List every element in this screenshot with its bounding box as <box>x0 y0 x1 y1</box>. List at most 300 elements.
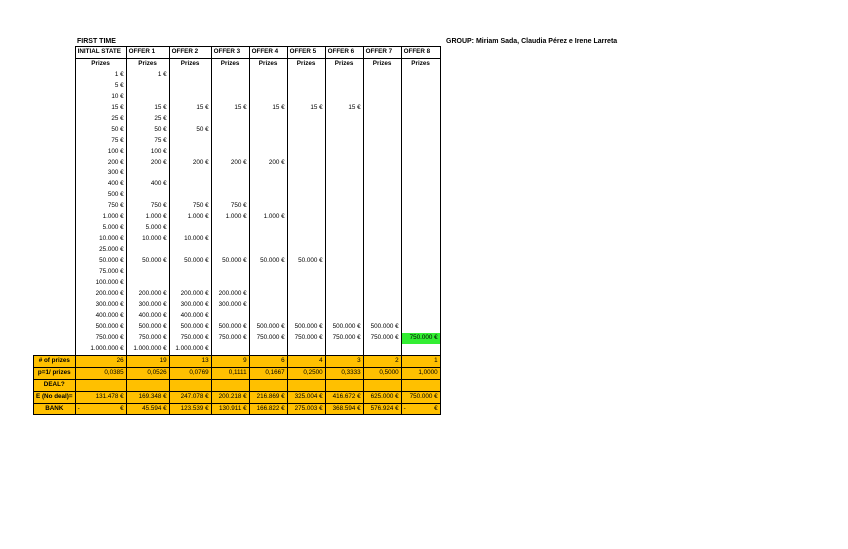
prize-cell[interactable]: 400 € <box>126 179 169 190</box>
prize-cell[interactable] <box>325 179 363 190</box>
prize-cell[interactable] <box>126 278 169 289</box>
prize-cell[interactable] <box>249 223 287 234</box>
prize-cell[interactable] <box>249 168 287 179</box>
prize-cell[interactable]: 15 € <box>249 103 287 114</box>
prize-cell[interactable] <box>363 158 401 169</box>
summary-cell[interactable]: 325.004 € <box>287 391 325 403</box>
prize-cell[interactable] <box>249 92 287 103</box>
prize-cell[interactable] <box>325 147 363 158</box>
prize-cell[interactable] <box>363 114 401 125</box>
prize-cell[interactable]: 200 € <box>249 158 287 169</box>
prize-cell[interactable]: 25.000 € <box>75 245 126 256</box>
prize-cell[interactable]: 1.000.000 € <box>126 344 169 355</box>
prize-cell[interactable] <box>363 234 401 245</box>
summary-cell[interactable] <box>249 379 287 391</box>
prize-cell[interactable] <box>287 158 325 169</box>
prize-cell[interactable] <box>325 289 363 300</box>
prize-cell[interactable] <box>249 234 287 245</box>
prize-cell[interactable]: 15 € <box>126 103 169 114</box>
prize-cell[interactable] <box>287 147 325 158</box>
prize-cell[interactable] <box>249 344 287 355</box>
column-header[interactable]: OFFER 2 <box>169 47 211 59</box>
prize-cell[interactable] <box>401 278 440 289</box>
prize-cell[interactable] <box>401 223 440 234</box>
prize-cell[interactable]: 1.000.000 € <box>169 344 211 355</box>
summary-cell[interactable]: 0,2500 <box>287 367 325 379</box>
prize-cell[interactable] <box>363 256 401 267</box>
prize-cell[interactable] <box>363 201 401 212</box>
prize-cell[interactable] <box>169 267 211 278</box>
summary-cell[interactable]: 45.594 € <box>126 403 169 415</box>
prize-cell[interactable] <box>287 81 325 92</box>
prize-cell[interactable] <box>287 267 325 278</box>
prize-cell[interactable]: 400.000 € <box>75 311 126 322</box>
prize-cell[interactable] <box>126 245 169 256</box>
prize-cell[interactable]: 5.000 € <box>75 223 126 234</box>
prize-cell[interactable] <box>363 289 401 300</box>
summary-cell[interactable] <box>169 379 211 391</box>
prize-cell[interactable] <box>249 300 287 311</box>
subheader-cell: Prizes <box>211 58 249 69</box>
summary-cell[interactable]: 216.869 € <box>249 391 287 403</box>
prize-cell[interactable] <box>287 311 325 322</box>
prize-cell[interactable] <box>363 168 401 179</box>
prize-cell[interactable] <box>287 245 325 256</box>
prize-cell[interactable] <box>287 212 325 223</box>
prize-cell[interactable] <box>401 114 440 125</box>
row-label-empty <box>34 136 76 147</box>
summary-cell[interactable] <box>325 379 363 391</box>
prize-cell[interactable] <box>169 92 211 103</box>
prize-cell[interactable]: 1.000 € <box>75 212 126 223</box>
prize-cell[interactable]: 200.000 € <box>126 289 169 300</box>
prize-cell[interactable] <box>325 168 363 179</box>
prize-cell[interactable] <box>363 278 401 289</box>
prize-cell[interactable]: 100.000 € <box>75 278 126 289</box>
prize-cell[interactable] <box>363 81 401 92</box>
prize-cell[interactable]: 400 € <box>75 179 126 190</box>
prize-cell[interactable]: 50 € <box>126 125 169 136</box>
prize-cell[interactable]: 10.000 € <box>75 234 126 245</box>
summary-cell[interactable]: 131.478 € <box>75 391 126 403</box>
summary-cell[interactable]: 166.822 € <box>249 403 287 415</box>
prize-cell[interactable] <box>211 344 249 355</box>
summary-cell[interactable]: 1 <box>401 355 440 367</box>
prize-cell[interactable] <box>287 168 325 179</box>
prize-cell[interactable] <box>249 278 287 289</box>
prize-cell[interactable] <box>325 234 363 245</box>
summary-cell[interactable]: 1,0000 <box>401 367 440 379</box>
summary-cell[interactable]: 416.672 € <box>325 391 363 403</box>
prize-cell[interactable]: 50.000 € <box>75 256 126 267</box>
summary-cell[interactable]: 576.924 € <box>363 403 401 415</box>
prize-cell[interactable]: 15 € <box>325 103 363 114</box>
prize-cell[interactable]: 500.000 € <box>169 322 211 333</box>
summary-cell[interactable]: 19 <box>126 355 169 367</box>
summary-cell[interactable]: 0,0526 <box>126 367 169 379</box>
prize-cell[interactable] <box>325 212 363 223</box>
prize-cell[interactable]: 200 € <box>169 158 211 169</box>
prize-cell[interactable]: 750.000 € <box>325 333 363 344</box>
prize-cell[interactable]: 1.000 € <box>126 212 169 223</box>
prize-cell[interactable]: 750 € <box>126 201 169 212</box>
prize-cell[interactable] <box>363 300 401 311</box>
prize-cell[interactable] <box>169 245 211 256</box>
bank-dash: - <box>403 404 406 412</box>
prize-cell[interactable] <box>363 190 401 201</box>
prize-cell[interactable] <box>169 179 211 190</box>
prize-cell[interactable] <box>401 147 440 158</box>
prize-cell[interactable]: 200 € <box>211 158 249 169</box>
prize-cell[interactable] <box>287 114 325 125</box>
prize-cell[interactable]: 15 € <box>169 103 211 114</box>
prize-cell[interactable]: 750.000 € <box>211 333 249 344</box>
prize-cell[interactable]: 100 € <box>126 147 169 158</box>
prize-cell[interactable] <box>363 311 401 322</box>
prize-cell[interactable] <box>363 267 401 278</box>
prize-cell[interactable] <box>126 267 169 278</box>
prize-cell[interactable]: 400.000 € <box>169 311 211 322</box>
prize-cell[interactable] <box>249 70 287 81</box>
prize-cell[interactable] <box>249 201 287 212</box>
column-header[interactable]: OFFER 1 <box>126 47 169 59</box>
prize-cell[interactable] <box>363 92 401 103</box>
prize-cell[interactable]: 15 € <box>211 103 249 114</box>
summary-cell[interactable] <box>126 379 169 391</box>
prize-cell[interactable] <box>325 300 363 311</box>
prize-cell[interactable]: 1 € <box>75 70 126 81</box>
prize-cell[interactable]: 15 € <box>287 103 325 114</box>
prize-cell[interactable] <box>169 114 211 125</box>
summary-cell[interactable] <box>75 379 126 391</box>
prize-cell[interactable] <box>363 70 401 81</box>
summary-cell[interactable] <box>211 379 249 391</box>
prize-cell[interactable] <box>325 81 363 92</box>
prize-cell[interactable]: 75 € <box>75 136 126 147</box>
prize-cell[interactable] <box>325 201 363 212</box>
bank-dash: - <box>77 404 80 412</box>
prize-cell[interactable] <box>401 300 440 311</box>
prize-cell[interactable] <box>363 344 401 355</box>
summary-cell[interactable]: 625.000 € <box>363 391 401 403</box>
prize-cell[interactable]: 300.000 € <box>169 300 211 311</box>
summary-cell[interactable] <box>363 379 401 391</box>
prize-cell[interactable]: 300.000 € <box>211 300 249 311</box>
summary-cell[interactable] <box>75 403 126 415</box>
prize-cell[interactable]: 50 € <box>169 125 211 136</box>
prize-cell[interactable] <box>287 289 325 300</box>
summary-cell[interactable]: 123.539 € <box>169 403 211 415</box>
column-header[interactable]: OFFER 6 <box>325 47 363 59</box>
prize-cell[interactable] <box>401 267 440 278</box>
prize-cell[interactable]: 1.000 € <box>169 212 211 223</box>
prize-cell[interactable]: 400.000 € <box>126 311 169 322</box>
prize-cell[interactable]: 1.000.000 € <box>75 344 126 355</box>
prize-cell[interactable] <box>169 136 211 147</box>
prize-cell[interactable] <box>401 256 440 267</box>
prize-cell[interactable] <box>211 114 249 125</box>
prize-cell[interactable]: 10.000 € <box>169 234 211 245</box>
prize-cell[interactable] <box>287 70 325 81</box>
prize-row <box>34 158 441 169</box>
prize-cell[interactable]: 50.000 € <box>126 256 169 267</box>
prize-cell[interactable] <box>325 256 363 267</box>
prize-cell[interactable] <box>363 212 401 223</box>
prize-cell[interactable] <box>169 168 211 179</box>
prize-cell[interactable] <box>169 70 211 81</box>
prize-cell[interactable] <box>363 136 401 147</box>
prize-cell[interactable] <box>401 136 440 147</box>
prize-cell[interactable] <box>363 223 401 234</box>
prize-cell[interactable] <box>325 278 363 289</box>
prize-cell[interactable] <box>325 92 363 103</box>
prize-cell[interactable] <box>363 147 401 158</box>
prize-cell[interactable] <box>287 223 325 234</box>
prize-cell[interactable] <box>401 201 440 212</box>
prize-cell[interactable]: 200.000 € <box>75 289 126 300</box>
prize-cell[interactable]: 10.000 € <box>126 234 169 245</box>
summary-cell[interactable]: 4 <box>287 355 325 367</box>
prize-cell[interactable] <box>169 278 211 289</box>
summary-cell[interactable]: 130.911 € <box>211 403 249 415</box>
prize-cell[interactable]: 75.000 € <box>75 267 126 278</box>
prize-cell[interactable] <box>249 81 287 92</box>
summary-cell[interactable]: 2 <box>363 355 401 367</box>
column-header[interactable]: INITIAL STATE <box>75 47 126 59</box>
prize-cell[interactable]: 750.000 € <box>249 333 287 344</box>
prize-cell[interactable]: 500.000 € <box>363 322 401 333</box>
prize-cell[interactable] <box>363 125 401 136</box>
prize-cell[interactable]: 10 € <box>75 92 126 103</box>
prize-cell[interactable]: 200.000 € <box>211 289 249 300</box>
prize-cell[interactable] <box>211 147 249 158</box>
prize-cell[interactable] <box>287 201 325 212</box>
prize-cell[interactable]: 100 € <box>75 147 126 158</box>
prize-cell[interactable]: 750.000 € <box>75 333 126 344</box>
prize-cell[interactable] <box>211 234 249 245</box>
prize-cell[interactable]: 500.000 € <box>75 322 126 333</box>
prize-cell[interactable] <box>211 125 249 136</box>
prize-cell[interactable]: 500.000 € <box>211 322 249 333</box>
prize-cell[interactable]: 750.000 € <box>363 333 401 344</box>
prize-cell[interactable] <box>249 289 287 300</box>
column-header[interactable]: OFFER 5 <box>287 47 325 59</box>
prize-row <box>34 333 441 344</box>
prize-cell[interactable] <box>211 245 249 256</box>
prize-cell[interactable] <box>401 289 440 300</box>
prize-cell[interactable] <box>287 179 325 190</box>
prize-cell[interactable] <box>325 190 363 201</box>
prize-row <box>34 147 441 158</box>
summary-cell[interactable]: 0,1667 <box>249 367 287 379</box>
prize-cell[interactable]: 750 € <box>211 201 249 212</box>
prize-cell[interactable]: 50.000 € <box>169 256 211 267</box>
prize-cell[interactable]: 50.000 € <box>211 256 249 267</box>
prize-cell[interactable]: 25 € <box>75 114 126 125</box>
prize-cell[interactable] <box>249 136 287 147</box>
prize-cell[interactable] <box>287 136 325 147</box>
prize-cell[interactable] <box>249 125 287 136</box>
prize-cell[interactable]: 1.000 € <box>249 212 287 223</box>
prize-cell[interactable] <box>287 190 325 201</box>
prize-cell[interactable] <box>249 114 287 125</box>
prize-cell[interactable] <box>325 125 363 136</box>
summary-cell[interactable]: 3 <box>325 355 363 367</box>
summary-cell[interactable]: 9 <box>211 355 249 367</box>
prize-cell[interactable] <box>249 267 287 278</box>
prize-cell[interactable] <box>401 92 440 103</box>
summary-cell[interactable]: 13 <box>169 355 211 367</box>
prize-cell[interactable]: 50.000 € <box>287 256 325 267</box>
prize-cell[interactable] <box>401 311 440 322</box>
prize-row <box>34 245 441 256</box>
prize-cell[interactable]: 50 € <box>75 125 126 136</box>
summary-cell[interactable] <box>287 379 325 391</box>
column-header[interactable]: OFFER 3 <box>211 47 249 59</box>
prize-cell[interactable]: 750.000 € <box>287 333 325 344</box>
prize-cell[interactable] <box>401 190 440 201</box>
prize-cell[interactable] <box>211 168 249 179</box>
prize-cell[interactable] <box>211 190 249 201</box>
prize-cell[interactable] <box>169 81 211 92</box>
prize-cell[interactable] <box>249 190 287 201</box>
prize-cell[interactable] <box>401 125 440 136</box>
prize-cell[interactable] <box>211 179 249 190</box>
prize-cell[interactable] <box>287 234 325 245</box>
prize-cell[interactable]: 300 € <box>75 168 126 179</box>
prize-cell[interactable] <box>401 70 440 81</box>
summary-cell[interactable]: 200.218 € <box>211 391 249 403</box>
prize-cell[interactable]: 750.000 € <box>126 333 169 344</box>
prize-cell[interactable]: 300.000 € <box>126 300 169 311</box>
prize-cell[interactable] <box>401 168 440 179</box>
prize-cell[interactable] <box>287 278 325 289</box>
prize-cell[interactable] <box>249 147 287 158</box>
prize-cell[interactable]: 500.000 € <box>126 322 169 333</box>
prize-cell[interactable] <box>126 190 169 201</box>
prize-cell[interactable] <box>211 136 249 147</box>
summary-cell[interactable]: 0,0385 <box>75 367 126 379</box>
prize-cell[interactable] <box>287 125 325 136</box>
prize-cell[interactable]: 750.000 € <box>401 333 440 344</box>
prize-cell[interactable]: 500.000 € <box>249 322 287 333</box>
prize-cell[interactable]: 200 € <box>75 158 126 169</box>
summary-cell[interactable]: 6 <box>249 355 287 367</box>
summary-cell[interactable]: 368.594 € <box>325 403 363 415</box>
prize-cell[interactable]: 5.000 € <box>126 223 169 234</box>
prize-cell[interactable]: 5 € <box>75 81 126 92</box>
prize-cell[interactable] <box>401 158 440 169</box>
prize-cell[interactable]: 500 € <box>75 190 126 201</box>
prize-cell[interactable] <box>325 267 363 278</box>
prize-cell[interactable] <box>401 81 440 92</box>
prize-cell[interactable] <box>126 168 169 179</box>
prize-cell[interactable] <box>325 136 363 147</box>
prize-cell[interactable] <box>401 179 440 190</box>
prize-cell[interactable] <box>211 311 249 322</box>
subheader-cell: Prizes <box>325 58 363 69</box>
summary-cell[interactable]: 0,5000 <box>363 367 401 379</box>
summary-cell[interactable] <box>401 379 440 391</box>
prize-cell[interactable]: 50.000 € <box>249 256 287 267</box>
prize-cell[interactable] <box>363 103 401 114</box>
prize-cell[interactable] <box>287 344 325 355</box>
prize-cell[interactable]: 75 € <box>126 136 169 147</box>
summary-cell[interactable]: 26 <box>75 355 126 367</box>
summary-cell[interactable]: 750.000 € <box>401 391 440 403</box>
prize-cell[interactable]: 750 € <box>169 201 211 212</box>
prize-cell[interactable] <box>325 223 363 234</box>
prize-cell[interactable] <box>401 322 440 333</box>
prize-cell[interactable] <box>169 223 211 234</box>
prize-cell[interactable] <box>126 81 169 92</box>
prize-cell[interactable] <box>126 92 169 103</box>
prize-cell[interactable]: 15 € <box>75 103 126 114</box>
prize-cell[interactable]: 300.000 € <box>75 300 126 311</box>
prize-cell[interactable] <box>401 344 440 355</box>
prize-cell[interactable] <box>363 245 401 256</box>
prize-cell[interactable]: 1 € <box>126 70 169 81</box>
prize-cell[interactable] <box>211 92 249 103</box>
prize-cell[interactable] <box>325 114 363 125</box>
summary-cell[interactable] <box>401 403 440 415</box>
prize-cell[interactable]: 750 € <box>75 201 126 212</box>
column-header[interactable]: OFFER 4 <box>249 47 287 59</box>
prize-cell[interactable] <box>287 300 325 311</box>
prize-cell[interactable] <box>211 70 249 81</box>
prize-cell[interactable] <box>249 311 287 322</box>
prize-cell[interactable] <box>287 92 325 103</box>
row-label-empty <box>34 58 76 69</box>
prize-cell[interactable] <box>401 245 440 256</box>
prize-cell[interactable] <box>211 81 249 92</box>
prize-cell[interactable] <box>169 147 211 158</box>
prize-cell[interactable] <box>325 245 363 256</box>
prize-cell[interactable] <box>401 212 440 223</box>
summary-cell[interactable]: 0,1111 <box>211 367 249 379</box>
summary-cell[interactable]: 169.348 € <box>126 391 169 403</box>
prize-cell[interactable] <box>211 278 249 289</box>
summary-row <box>34 367 441 379</box>
prize-cell[interactable] <box>211 267 249 278</box>
prize-cell[interactable] <box>363 179 401 190</box>
prize-cell[interactable] <box>169 190 211 201</box>
prize-cell[interactable]: 200.000 € <box>169 289 211 300</box>
prize-cell[interactable]: 200 € <box>126 158 169 169</box>
prize-cell[interactable] <box>401 234 440 245</box>
prize-cell[interactable] <box>325 70 363 81</box>
prize-cell[interactable] <box>249 179 287 190</box>
prize-cell[interactable]: 1.000 € <box>211 212 249 223</box>
prize-cell[interactable]: 500.000 € <box>325 322 363 333</box>
summary-cell[interactable]: 0,3333 <box>325 367 363 379</box>
summary-cell[interactable]: 0,0769 <box>169 367 211 379</box>
prize-cell[interactable]: 750.000 € <box>169 333 211 344</box>
prize-cell[interactable] <box>325 344 363 355</box>
summary-cell[interactable]: 247.078 € <box>169 391 211 403</box>
prize-cell[interactable] <box>401 103 440 114</box>
column-header[interactable]: OFFER 7 <box>363 47 401 59</box>
column-header[interactable]: OFFER 8 <box>401 47 440 59</box>
prize-cell[interactable] <box>249 245 287 256</box>
row-label-empty <box>34 300 76 311</box>
prize-cell[interactable]: 25 € <box>126 114 169 125</box>
summary-cell[interactable]: 275.003 € <box>287 403 325 415</box>
prize-cell[interactable]: 500.000 € <box>287 322 325 333</box>
prize-cell[interactable] <box>325 311 363 322</box>
prize-cell[interactable] <box>211 223 249 234</box>
prize-cell[interactable] <box>325 158 363 169</box>
